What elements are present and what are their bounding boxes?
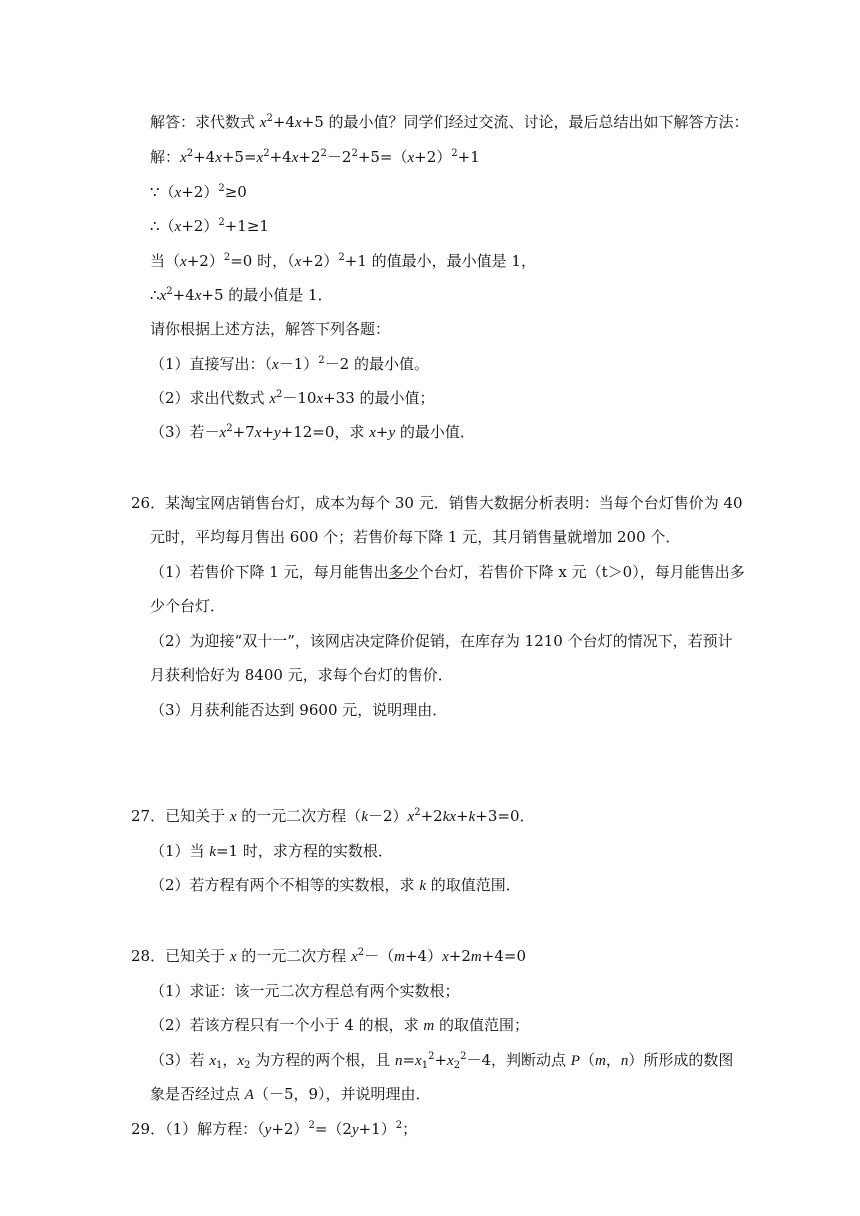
intro-line-3: $\because(x+2)^2\ge 0$ [150,183,247,201]
p26-line-3: （1）若售价下降 1 元，每月能售出多少个台灯，若售价下降 x 元（t＞0），每月能售出多 [150,563,745,581]
p29-line-1: 29．（1）解方程：$(y+2)^2=(2y+1)^2$； [131,1120,418,1138]
intro-line-5: 当$(x+2)^2=0$ 时，$(x+2)^2+1$ 的值最小，最小值是 1， [150,252,536,270]
p26-line-7: （3）月获利能否达到 9600 元，说明理由． [150,701,448,719]
p26-line-6: 月获利恰好为 8400 元，求每个台灯的售价． [150,666,453,684]
question-2: （2）求出代数式 $x^2-10x+33$ 的最小值； [150,389,435,407]
p26-line-2: 元时，平均每月售出 600 个；若售价每下降 1 元，其月销售量就增加 200 个． [150,528,681,546]
p26-line-5: （2）为迎接“双十一”，该网店决定降价促销，在库存为 1210 个台灯的情况下，若预计 [150,632,733,650]
intro-line-1: 解答：求代数式 $x^2+4x+5$ 的最小值？同学们经过交流、讨论，最后总结出如下解答方法： [150,113,749,131]
p28-line-2: （1）求证：该一元二次方程总有两个实数根； [150,982,460,1000]
intro-line-6: $\therefore x^2+4x+5$ 的最小值是 1． [150,286,333,304]
p28-line-4: （3）若 $x_1$，$x_2$ 为方程的两个根，且 $n=x_1^2+x_2^2-4$，判断动点 P（m，n）所形成的数图 [150,1051,734,1071]
intro-line-7: 请你根据上述方法，解答下列各题： [150,320,391,338]
p27-line-2: （1）当 k=1 时，求方程的实数根． [150,842,393,860]
question-1: （1）直接写出：$(x-1)^2-2$ 的最小值。 [150,355,429,373]
p28-line-5: 象是否经过点 A（－5，9），并说明理由． [150,1085,431,1103]
p27-line-3: （2）若方程有两个不相等的实数根，求 k 的取值范围． [150,876,521,894]
question-3: （3）若$-x^2+7x+y+12=0$，求 x+y 的最小值． [150,423,475,441]
p28-line-3: （2）若该方程只有一个小于 4 的根，求 m 的取值范围； [150,1016,530,1034]
p28-line-1: 28．已知关于 x 的一元二次方程 $x^2-(m+4)x+2m+4=0$ [131,947,526,965]
p27-line-1: 27．已知关于 x 的一元二次方程$(k-2)x^2+2kx+k+3=0$． [131,807,535,825]
intro-line-2: 解：$x^2+4x+5=x^2+4x+2^2-2^2+5=(x+2)^2+1$ [150,148,480,166]
p26-line-4: 少个台灯． [150,597,226,615]
intro-line-4: $\therefore(x+2)^2+1\ge 1$ [150,217,269,235]
p26-line-1: 26．某淘宝网店销售台灯，成本为每个 30 元．销售大数据分析表明：当每个台灯售价为 40 [131,494,743,512]
